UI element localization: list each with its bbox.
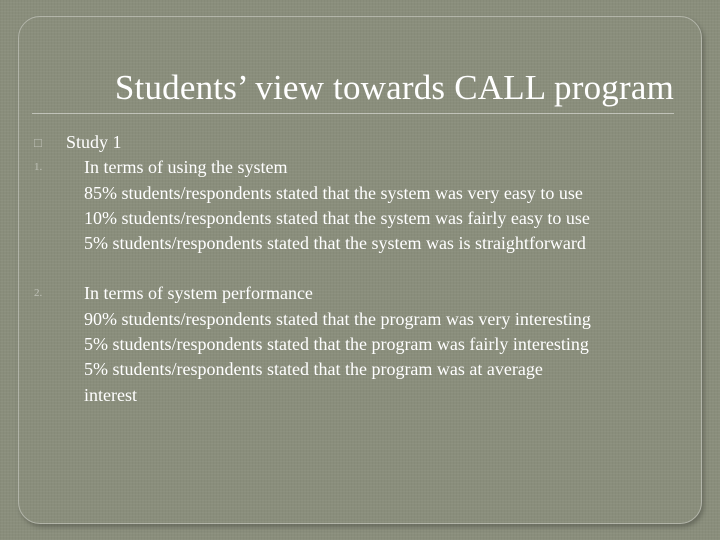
section-1-line: 85% students/respondents stated that the system was very easy to use <box>84 182 583 203</box>
section-1-heading-row <box>34 155 694 180</box>
section-spacer <box>34 256 694 281</box>
section-2-line: 90% students/respondents stated that the program was very interesting <box>84 308 591 329</box>
section-2-line: interest <box>84 384 137 405</box>
study-heading-row <box>34 130 694 155</box>
slide-title: Students’ view towards CALL program <box>114 68 674 107</box>
section-2-number: 2. <box>34 287 43 300</box>
section-2-line: 5% students/respondents stated that the program was fairly interesting <box>84 334 589 355</box>
slide-content <box>34 130 694 408</box>
title-divider <box>32 113 674 114</box>
section-2-heading-row <box>34 281 694 306</box>
section-1-line: 5% students/respondents stated that the system was is straightforward <box>84 233 586 254</box>
section-2-heading: In terms of system performance <box>84 283 313 304</box>
section-1-number: 1. <box>34 161 43 174</box>
study-heading: Study 1 <box>66 132 122 152</box>
square-bullet-icon: □ <box>34 135 42 150</box>
section-2-line: 5% students/respondents stated that the program was at average <box>84 359 543 380</box>
section-1-line: 10% students/respondents stated that the system was fairly easy to use <box>84 207 590 228</box>
section-1-heading: In terms of using the system <box>84 157 288 178</box>
